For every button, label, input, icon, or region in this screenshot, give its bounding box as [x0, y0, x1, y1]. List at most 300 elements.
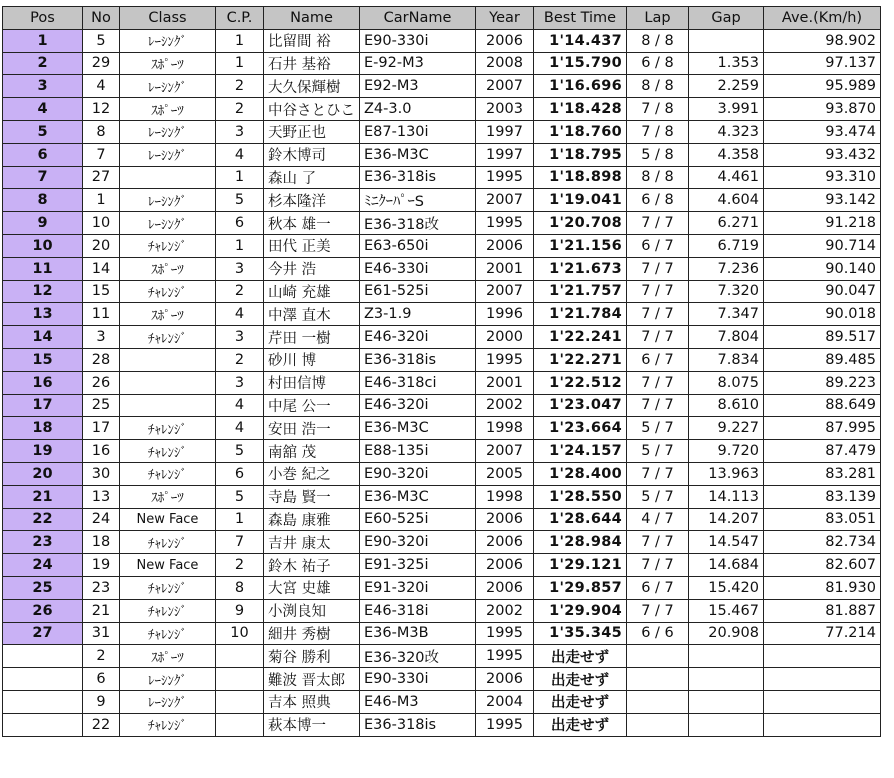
results-table [2, 6, 881, 737]
lap-cell: 7 / 7 [627, 326, 689, 349]
table-row [3, 417, 881, 440]
average-speed-cell: 95.989 [764, 75, 881, 98]
lap-cell: 6 / 8 [627, 52, 689, 75]
number-cell: 4 [83, 75, 120, 98]
class-cell: ﾚｰｼﾝｸﾞ [120, 212, 216, 235]
year-cell: 2000 [476, 326, 534, 349]
driver-name-cell: 鈴木博司 [264, 143, 360, 166]
class-cell: ﾁｬﾚﾝｼﾞ [120, 417, 216, 440]
best-time-cell: 1'19.041 [534, 189, 627, 212]
best-time-cell: 出走せず [534, 668, 627, 691]
pos-cell: 22 [3, 508, 83, 531]
lap-cell: 8 / 8 [627, 75, 689, 98]
lap-cell: 7 / 7 [627, 394, 689, 417]
car-name-cell: E90-330i [360, 668, 476, 691]
number-cell: 28 [83, 348, 120, 371]
class-cell: ﾚｰｼﾝｸﾞ [120, 120, 216, 143]
car-name-cell: E92-M3 [360, 75, 476, 98]
lap-cell: 6 / 7 [627, 348, 689, 371]
class-cell: New Face [120, 508, 216, 531]
lap-cell: 5 / 8 [627, 143, 689, 166]
gap-cell: 7.347 [689, 303, 764, 326]
class-position-cell [216, 713, 264, 736]
class-cell: ﾁｬﾚﾝｼﾞ [120, 234, 216, 257]
pos-cell: 19 [3, 440, 83, 463]
average-speed-cell: 90.047 [764, 280, 881, 303]
best-time-cell: 出走せず [534, 713, 627, 736]
number-cell: 11 [83, 303, 120, 326]
best-time-cell: 1'18.428 [534, 98, 627, 121]
car-name-cell: E91-320i [360, 576, 476, 599]
average-speed-cell: 87.479 [764, 440, 881, 463]
lap-cell: 7 / 7 [627, 531, 689, 554]
table-row [3, 234, 881, 257]
gap-cell: 7.320 [689, 280, 764, 303]
pos-cell: 17 [3, 394, 83, 417]
number-cell: 12 [83, 98, 120, 121]
gap-cell: 9.227 [689, 417, 764, 440]
number-cell: 13 [83, 485, 120, 508]
class-cell: ﾁｬﾚﾝｼﾞ [120, 326, 216, 349]
results-body [3, 29, 881, 736]
year-cell: 1995 [476, 212, 534, 235]
header-gap: Gap [689, 7, 764, 30]
average-speed-cell: 93.474 [764, 120, 881, 143]
year-cell: 2007 [476, 440, 534, 463]
car-name-cell: E60-525i [360, 508, 476, 531]
car-name-cell: E36-M3C [360, 143, 476, 166]
average-speed-cell [764, 645, 881, 668]
pos-cell: 2 [3, 52, 83, 75]
best-time-cell: 1'21.784 [534, 303, 627, 326]
driver-name-cell: 難波 晋太郎 [264, 668, 360, 691]
best-time-cell: 1'23.047 [534, 394, 627, 417]
best-time-cell: 1'28.550 [534, 485, 627, 508]
table-row [3, 280, 881, 303]
number-cell: 9 [83, 690, 120, 713]
car-name-cell: E46-320i [360, 394, 476, 417]
table-row [3, 622, 881, 645]
pos-cell: 3 [3, 75, 83, 98]
gap-cell: 7.804 [689, 326, 764, 349]
number-cell: 5 [83, 29, 120, 52]
driver-name-cell: 森島 康雅 [264, 508, 360, 531]
best-time-cell: 1'15.790 [534, 52, 627, 75]
lap-cell: 6 / 7 [627, 234, 689, 257]
number-cell: 19 [83, 554, 120, 577]
class-position-cell: 2 [216, 98, 264, 121]
gap-cell: 4.323 [689, 120, 764, 143]
class-cell: ﾁｬﾚﾝｼﾞ [120, 462, 216, 485]
class-cell: ﾚｰｼﾝｸﾞ [120, 668, 216, 691]
car-name-cell: E61-525i [360, 280, 476, 303]
average-speed-cell: 89.485 [764, 348, 881, 371]
driver-name-cell: 森山 了 [264, 166, 360, 189]
gap-cell [689, 713, 764, 736]
table-row [3, 29, 881, 52]
year-cell: 1998 [476, 485, 534, 508]
number-cell: 25 [83, 394, 120, 417]
class-cell: ﾚｰｼﾝｸﾞ [120, 143, 216, 166]
car-name-cell: E36-318改 [360, 212, 476, 235]
pos-cell: 11 [3, 257, 83, 280]
class-cell: ｽﾎﾟｰﾂ [120, 485, 216, 508]
class-position-cell: 1 [216, 234, 264, 257]
average-speed-cell: 87.995 [764, 417, 881, 440]
pos-cell: 1 [3, 29, 83, 52]
car-name-cell: E90-320i [360, 462, 476, 485]
average-speed-cell: 81.887 [764, 599, 881, 622]
class-position-cell: 3 [216, 371, 264, 394]
best-time-cell: 1'18.795 [534, 143, 627, 166]
car-name-cell: E36-318is [360, 348, 476, 371]
number-cell: 22 [83, 713, 120, 736]
number-cell: 17 [83, 417, 120, 440]
driver-name-cell: 中尾 公一 [264, 394, 360, 417]
best-time-cell: 1'28.400 [534, 462, 627, 485]
car-name-cell: E36-320改 [360, 645, 476, 668]
driver-name-cell: 天野正也 [264, 120, 360, 143]
number-cell: 10 [83, 212, 120, 235]
best-time-cell: 1'29.857 [534, 576, 627, 599]
lap-cell: 7 / 7 [627, 554, 689, 577]
header-lap: Lap [627, 7, 689, 30]
best-time-cell: 1'14.437 [534, 29, 627, 52]
year-cell: 2002 [476, 394, 534, 417]
table-row [3, 576, 881, 599]
driver-name-cell: 吉本 照典 [264, 690, 360, 713]
number-cell: 15 [83, 280, 120, 303]
lap-cell: 5 / 7 [627, 417, 689, 440]
year-cell: 2007 [476, 280, 534, 303]
driver-name-cell: 小巻 紀之 [264, 462, 360, 485]
year-cell: 2006 [476, 668, 534, 691]
pos-cell: 14 [3, 326, 83, 349]
lap-cell: 6 / 6 [627, 622, 689, 645]
class-position-cell: 1 [216, 508, 264, 531]
number-cell: 14 [83, 257, 120, 280]
pos-cell: 25 [3, 576, 83, 599]
best-time-cell: 出走せず [534, 690, 627, 713]
header-class: Class [120, 7, 216, 30]
year-cell: 1995 [476, 622, 534, 645]
average-speed-cell: 90.018 [764, 303, 881, 326]
number-cell: 27 [83, 166, 120, 189]
class-position-cell [216, 690, 264, 713]
class-cell: ﾁｬﾚﾝｼﾞ [120, 531, 216, 554]
pos-cell: 20 [3, 462, 83, 485]
best-time-cell: 1'18.898 [534, 166, 627, 189]
best-time-cell: 1'24.157 [534, 440, 627, 463]
year-cell: 1995 [476, 713, 534, 736]
number-cell: 8 [83, 120, 120, 143]
table-row [3, 645, 881, 668]
table-row [3, 599, 881, 622]
car-name-cell: ﾐﾆｸｰﾊﾟｰS [360, 189, 476, 212]
year-cell: 2003 [476, 98, 534, 121]
table-row [3, 348, 881, 371]
car-name-cell: E46-330i [360, 257, 476, 280]
number-cell: 26 [83, 371, 120, 394]
year-cell: 2008 [476, 52, 534, 75]
class-cell: ｽﾎﾟｰﾂ [120, 257, 216, 280]
average-speed-cell: 93.142 [764, 189, 881, 212]
year-cell: 1995 [476, 166, 534, 189]
class-position-cell: 3 [216, 326, 264, 349]
pos-cell: 10 [3, 234, 83, 257]
class-position-cell: 4 [216, 394, 264, 417]
lap-cell: 7 / 8 [627, 98, 689, 121]
best-time-cell: 1'22.241 [534, 326, 627, 349]
year-cell: 1997 [476, 120, 534, 143]
table-row [3, 75, 881, 98]
header-pos: Pos [3, 7, 83, 30]
table-row [3, 143, 881, 166]
lap-cell: 6 / 7 [627, 576, 689, 599]
best-time-cell: 1'21.156 [534, 234, 627, 257]
pos-cell: 8 [3, 189, 83, 212]
driver-name-cell: 秋本 雄一 [264, 212, 360, 235]
car-name-cell: E88-135i [360, 440, 476, 463]
gap-cell: 8.075 [689, 371, 764, 394]
number-cell: 21 [83, 599, 120, 622]
class-position-cell: 7 [216, 531, 264, 554]
gap-cell: 14.547 [689, 531, 764, 554]
class-position-cell: 4 [216, 417, 264, 440]
car-name-cell: Z3-1.9 [360, 303, 476, 326]
header-name: Name [264, 7, 360, 30]
best-time-cell: 1'23.664 [534, 417, 627, 440]
class-position-cell: 1 [216, 29, 264, 52]
table-row [3, 326, 881, 349]
driver-name-cell: 比留間 裕 [264, 29, 360, 52]
pos-cell: 12 [3, 280, 83, 303]
gap-cell: 6.719 [689, 234, 764, 257]
car-name-cell: E87-130i [360, 120, 476, 143]
gap-cell: 3.991 [689, 98, 764, 121]
gap-cell: 4.358 [689, 143, 764, 166]
header-row [3, 7, 881, 30]
average-speed-cell: 82.734 [764, 531, 881, 554]
class-cell: ｽﾎﾟｰﾂ [120, 98, 216, 121]
year-cell: 2007 [476, 189, 534, 212]
driver-name-cell: 寺島 賢一 [264, 485, 360, 508]
car-name-cell: E36-M3C [360, 485, 476, 508]
class-position-cell: 6 [216, 212, 264, 235]
class-cell: ﾚｰｼﾝｸﾞ [120, 189, 216, 212]
car-name-cell: E91-325i [360, 554, 476, 577]
class-cell: ﾁｬﾚﾝｼﾞ [120, 713, 216, 736]
number-cell: 16 [83, 440, 120, 463]
gap-cell: 14.113 [689, 485, 764, 508]
gap-cell: 4.604 [689, 189, 764, 212]
driver-name-cell: 芹田 一樹 [264, 326, 360, 349]
average-speed-cell: 90.714 [764, 234, 881, 257]
best-time-cell: 出走せず [534, 645, 627, 668]
header-cp: C.P. [216, 7, 264, 30]
gap-cell: 4.461 [689, 166, 764, 189]
class-cell: ﾁｬﾚﾝｼﾞ [120, 576, 216, 599]
average-speed-cell: 77.214 [764, 622, 881, 645]
table-row [3, 668, 881, 691]
number-cell: 29 [83, 52, 120, 75]
table-row [3, 98, 881, 121]
car-name-cell: E46-318i [360, 599, 476, 622]
class-cell [120, 394, 216, 417]
table-row [3, 394, 881, 417]
class-cell: ﾁｬﾚﾝｼﾞ [120, 280, 216, 303]
car-name-cell: E46-320i [360, 326, 476, 349]
driver-name-cell: 大久保輝樹 [264, 75, 360, 98]
number-cell: 1 [83, 189, 120, 212]
pos-cell: 26 [3, 599, 83, 622]
gap-cell: 1.353 [689, 52, 764, 75]
number-cell: 6 [83, 668, 120, 691]
table-row [3, 713, 881, 736]
class-position-cell: 2 [216, 348, 264, 371]
pos-cell [3, 690, 83, 713]
class-cell [120, 371, 216, 394]
car-name-cell: E36-M3C [360, 417, 476, 440]
best-time-cell: 1'35.345 [534, 622, 627, 645]
class-cell: ｽﾎﾟｰﾂ [120, 303, 216, 326]
car-name-cell: E36-318is [360, 713, 476, 736]
car-name-cell: E46-318ci [360, 371, 476, 394]
class-cell: ﾚｰｼﾝｸﾞ [120, 29, 216, 52]
best-time-cell: 1'28.644 [534, 508, 627, 531]
class-cell: ﾁｬﾚﾝｼﾞ [120, 622, 216, 645]
best-time-cell: 1'16.696 [534, 75, 627, 98]
year-cell: 1997 [476, 143, 534, 166]
pos-cell: 27 [3, 622, 83, 645]
year-cell: 2006 [476, 531, 534, 554]
class-cell [120, 166, 216, 189]
class-position-cell: 5 [216, 440, 264, 463]
gap-cell: 15.467 [689, 599, 764, 622]
pos-cell: 18 [3, 417, 83, 440]
year-cell: 2001 [476, 257, 534, 280]
pos-cell: 5 [3, 120, 83, 143]
gap-cell: 14.684 [689, 554, 764, 577]
year-cell: 1996 [476, 303, 534, 326]
pos-cell: 7 [3, 166, 83, 189]
table-row [3, 166, 881, 189]
driver-name-cell: 安田 浩一 [264, 417, 360, 440]
class-position-cell: 10 [216, 622, 264, 645]
year-cell: 2004 [476, 690, 534, 713]
average-speed-cell [764, 690, 881, 713]
best-time-cell: 1'20.708 [534, 212, 627, 235]
table-row [3, 462, 881, 485]
average-speed-cell: 83.051 [764, 508, 881, 531]
lap-cell: 7 / 7 [627, 599, 689, 622]
table-row [3, 371, 881, 394]
table-row [3, 52, 881, 75]
best-time-cell: 1'28.984 [534, 531, 627, 554]
average-speed-cell: 83.281 [764, 462, 881, 485]
year-cell: 2006 [476, 29, 534, 52]
year-cell: 2006 [476, 508, 534, 531]
class-position-cell: 9 [216, 599, 264, 622]
driver-name-cell: 菊谷 勝利 [264, 645, 360, 668]
car-name-cell: E46-M3 [360, 690, 476, 713]
car-name-cell: E-92-M3 [360, 52, 476, 75]
lap-cell: 7 / 7 [627, 280, 689, 303]
year-cell: 2006 [476, 554, 534, 577]
gap-cell: 20.908 [689, 622, 764, 645]
year-cell: 1995 [476, 645, 534, 668]
average-speed-cell: 81.930 [764, 576, 881, 599]
header-best-time: Best Time [534, 7, 627, 30]
pos-cell: 23 [3, 531, 83, 554]
table-row [3, 531, 881, 554]
driver-name-cell: 杉本隆洋 [264, 189, 360, 212]
lap-cell: 8 / 8 [627, 29, 689, 52]
year-cell: 2006 [476, 234, 534, 257]
pos-cell: 16 [3, 371, 83, 394]
lap-cell: 7 / 7 [627, 371, 689, 394]
lap-cell: 7 / 7 [627, 212, 689, 235]
class-cell: ﾁｬﾚﾝｼﾞ [120, 599, 216, 622]
class-position-cell: 4 [216, 303, 264, 326]
lap-cell: 7 / 8 [627, 120, 689, 143]
average-speed-cell: 93.432 [764, 143, 881, 166]
pos-cell: 6 [3, 143, 83, 166]
driver-name-cell: 萩本博一 [264, 713, 360, 736]
class-cell: ﾚｰｼﾝｸﾞ [120, 75, 216, 98]
gap-cell: 8.610 [689, 394, 764, 417]
best-time-cell: 1'22.512 [534, 371, 627, 394]
number-cell: 31 [83, 622, 120, 645]
number-cell: 20 [83, 234, 120, 257]
year-cell: 2002 [476, 599, 534, 622]
driver-name-cell: 砂川 博 [264, 348, 360, 371]
year-cell: 2001 [476, 371, 534, 394]
driver-name-cell: 山崎 充雄 [264, 280, 360, 303]
gap-cell: 7.236 [689, 257, 764, 280]
lap-cell: 7 / 7 [627, 462, 689, 485]
best-time-cell: 1'18.760 [534, 120, 627, 143]
class-cell: ﾚｰｼﾝｸﾞ [120, 690, 216, 713]
class-position-cell: 8 [216, 576, 264, 599]
lap-cell: 7 / 7 [627, 303, 689, 326]
class-position-cell: 2 [216, 280, 264, 303]
driver-name-cell: 中澤 直木 [264, 303, 360, 326]
class-position-cell: 2 [216, 554, 264, 577]
car-name-cell: E90-330i [360, 29, 476, 52]
class-position-cell: 1 [216, 166, 264, 189]
pos-cell [3, 645, 83, 668]
number-cell: 3 [83, 326, 120, 349]
class-position-cell: 5 [216, 485, 264, 508]
driver-name-cell: 吉井 康太 [264, 531, 360, 554]
class-position-cell: 6 [216, 462, 264, 485]
table-row [3, 120, 881, 143]
class-cell: ｽﾎﾟｰﾂ [120, 52, 216, 75]
pos-cell: 4 [3, 98, 83, 121]
lap-cell: 8 / 8 [627, 166, 689, 189]
table-row [3, 690, 881, 713]
table-row [3, 554, 881, 577]
gap-cell [689, 645, 764, 668]
car-name-cell: E63-650i [360, 234, 476, 257]
table-row [3, 212, 881, 235]
class-position-cell: 3 [216, 120, 264, 143]
gap-cell [689, 29, 764, 52]
pos-cell: 21 [3, 485, 83, 508]
driver-name-cell: 田代 正美 [264, 234, 360, 257]
lap-cell: 4 / 7 [627, 508, 689, 531]
